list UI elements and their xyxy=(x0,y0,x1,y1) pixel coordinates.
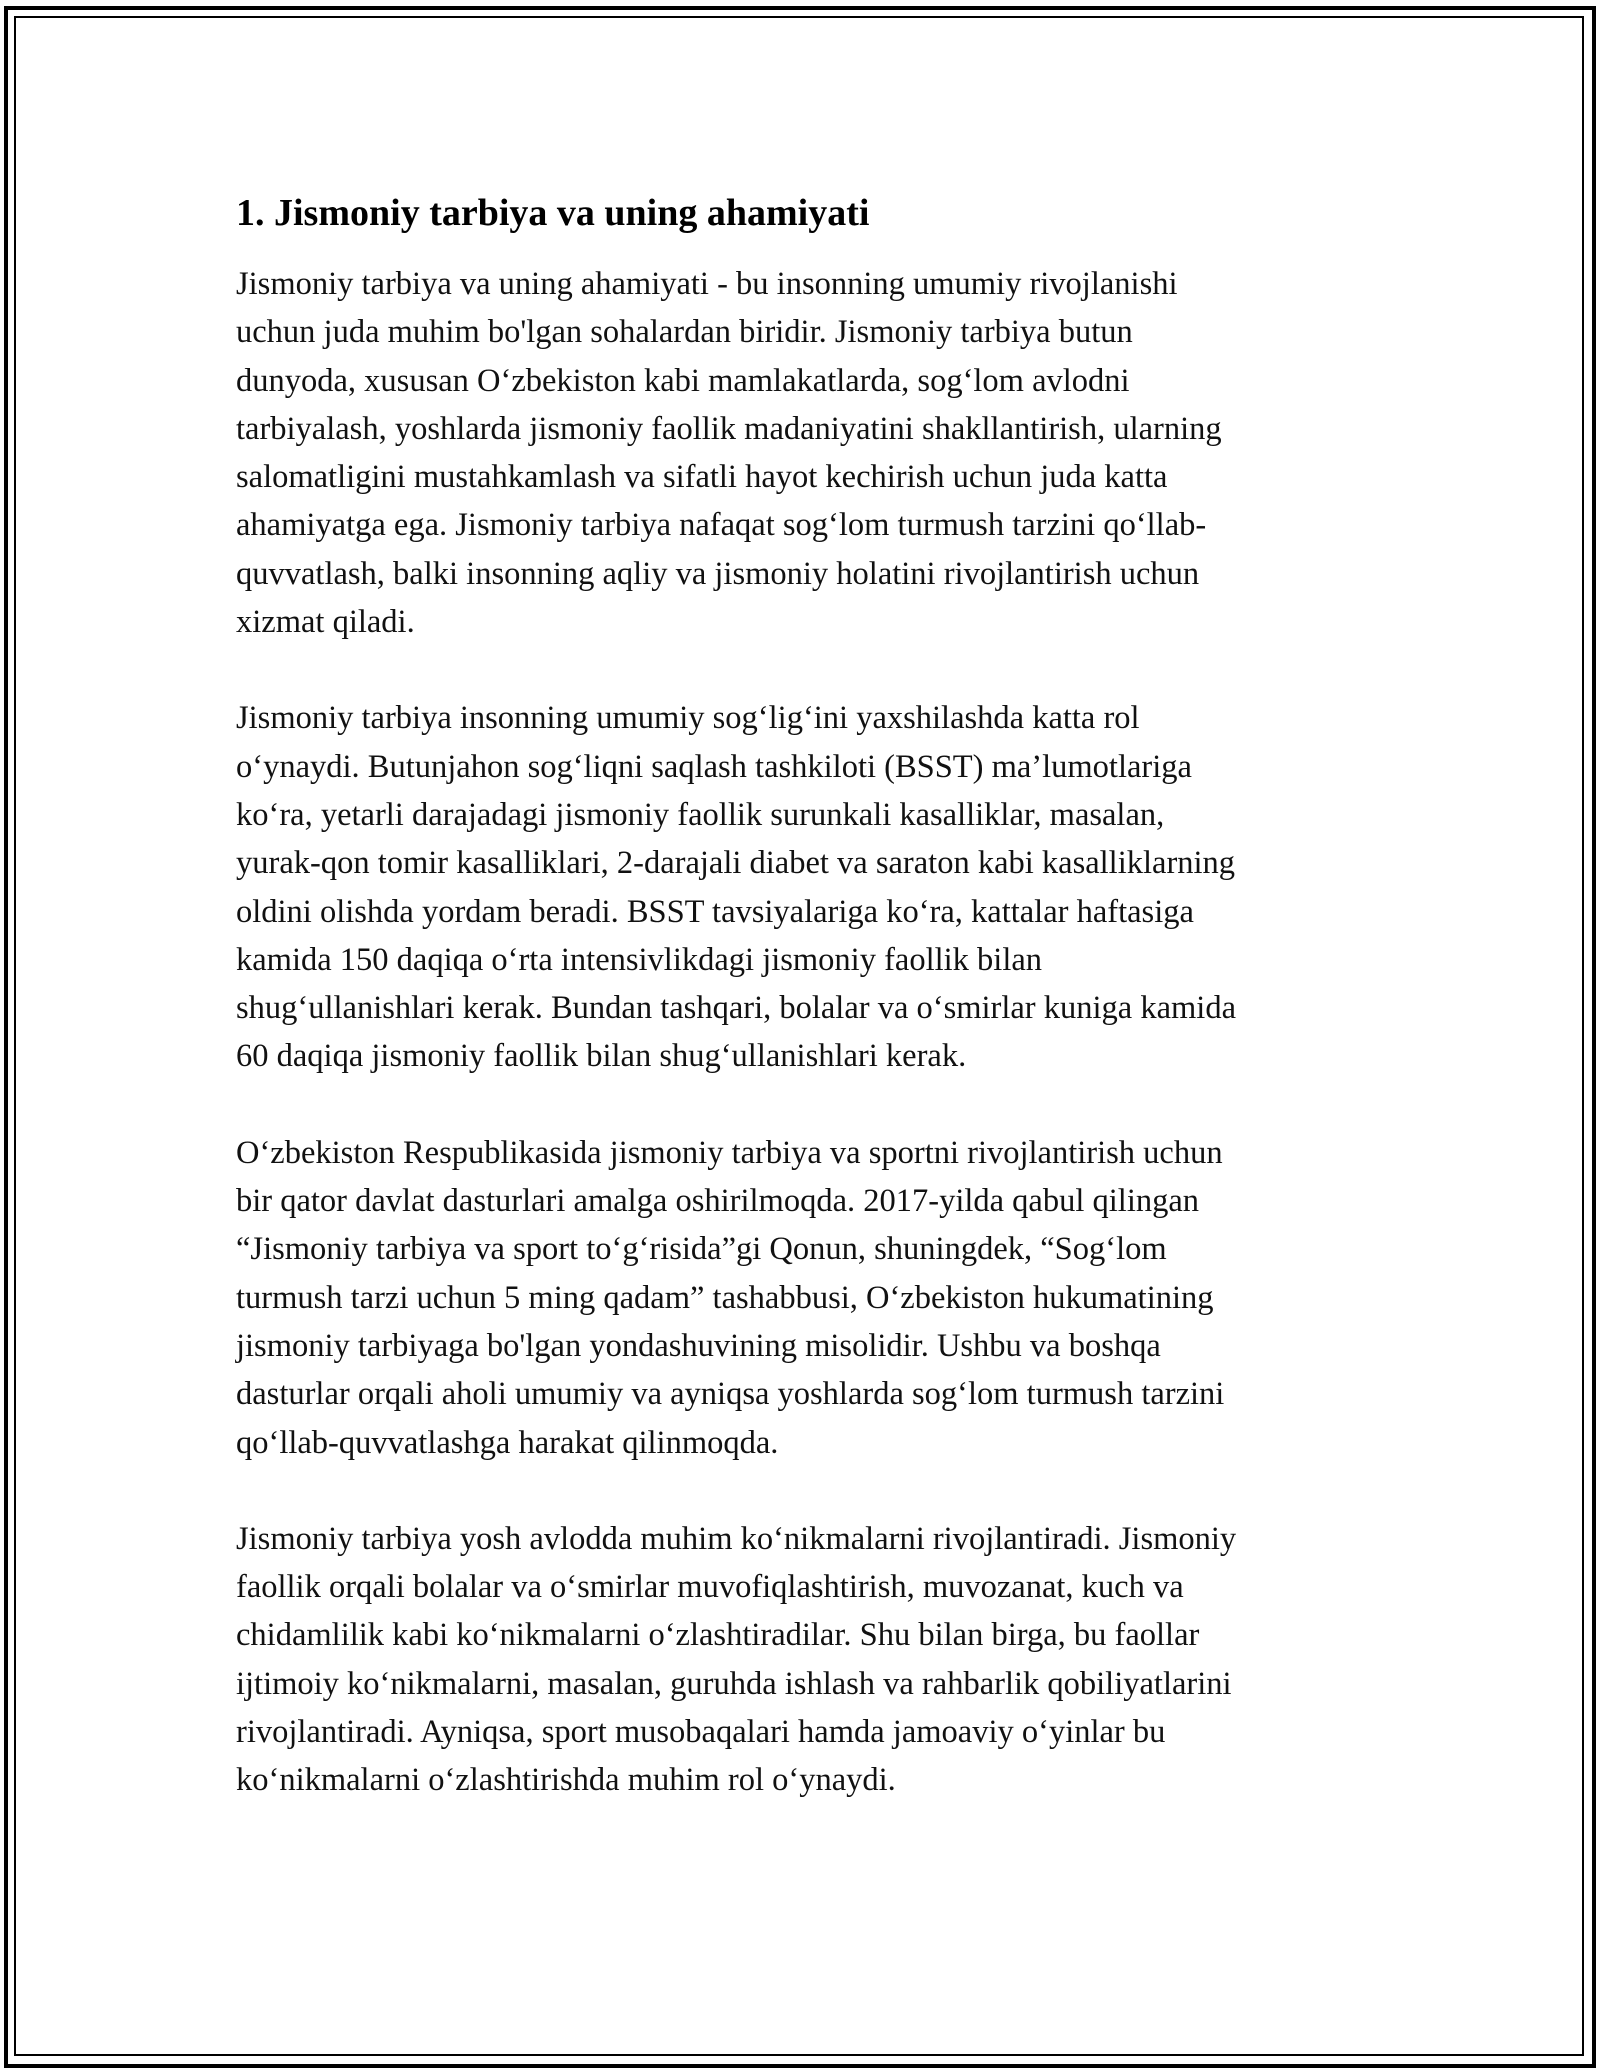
paragraph-line: dasturlar orqali aholi umumiy va ayniqsa yoshlarda sog‘lom turmush tarzini xyxy=(236,1376,1225,1413)
paragraph-line: yurak-qon tomir kasalliklari, 2-darajali diabet va saraton kabi kasalliklarning xyxy=(236,845,1236,882)
paragraph-line: shug‘ullanishlari kerak. Bundan tashqari, bolalar va o‘smirlar kuniga kamida xyxy=(236,990,1236,1027)
paragraph-line: turmush tarzi uchun 5 ming qadam” tashabbusi, O‘zbekiston hukumatining xyxy=(236,1279,1214,1316)
paragraph-line: faollik orqali bolalar va o‘smirlar muvofiqlashtirish, muvozanat, kuch va xyxy=(236,1569,1184,1606)
paragraph-line: jismoniy tarbiyaga bo'lgan yondashuvining misolidir. Ushbu va boshqa xyxy=(236,1327,1161,1364)
paragraph-line: chidamlilik kabi ko‘nikmalarni o‘zlashtiradilar. Shu bilan birga, bu faollar xyxy=(236,1617,1200,1654)
paragraph-line: salomatligini mustahkamlash va sifatli hayot kechirish uchun juda katta xyxy=(236,459,1168,496)
paragraph-line: Jismoniy tarbiya va uning ahamiyati - bu insonning umumiy rivojlanishi xyxy=(236,266,1178,302)
paragraph-line: ko‘nikmalarni o‘zlashtirishda muhim rol o‘ynaydi. xyxy=(236,1762,896,1799)
paragraph-line: qo‘llab-quvvatlashga harakat qilinmoqda. xyxy=(236,1424,779,1461)
paragraph-spacer xyxy=(236,646,1386,694)
paragraph-line: rivojlantiradi. Ayniqsa, sport musobaqalari hamda jamoaviy o‘yinlar bu xyxy=(236,1714,1166,1751)
paragraph-line: ko‘ra, yetarli darajadagi jismoniy faollik surunkali kasalliklar, masalan, xyxy=(236,796,1165,833)
paragraph-line: O‘zbekiston Respublikasida jismoniy tarbiya va sportni rivojlantirish uchun xyxy=(236,1134,1223,1171)
paragraph-line: dunyoda, xususan O‘zbekiston kabi mamlakatlarda, sog‘lom avlodni xyxy=(236,362,1130,399)
paragraph-line: ahamiyatga ega. Jismoniy tarbiya nafaqat sog‘lom turmush tarzini qo‘llab- xyxy=(236,507,1207,544)
paragraph-line: xizmat qiladi. xyxy=(236,604,415,641)
document-body xyxy=(236,188,1386,1805)
paragraph-line: tarbiyalash, yoshlarda jismoniy faollik madaniyatini shakllantirish, ularning xyxy=(236,410,1222,447)
paragraph-line: uchun juda muhim bo'lgan sohalardan biridir. Jismoniy tarbiya butun xyxy=(236,314,1133,351)
paragraph-line: quvvatlash, balki insonning aqliy va jismoniy holatini rivojlantirish uchun xyxy=(236,555,1200,592)
paragraph-line: Jismoniy tarbiya yosh avlodda muhim ko‘nikmalarni rivojlantiradi. Jismoniy xyxy=(236,1520,1237,1557)
paragraph-line: o‘ynaydi. Butunjahon sog‘liqni saqlash tashkiloti (BSST) ma’lumotlariga xyxy=(236,748,1192,785)
paragraph-line: bir qator davlat dasturlari amalga oshirilmoqda. 2017-yilda qabul qilingan xyxy=(236,1183,1200,1220)
section-heading: 1. Jismoniy tarbiya va uning ahamiyati xyxy=(236,192,870,234)
paragraph-spacer xyxy=(236,1467,1386,1515)
paragraph-2 xyxy=(236,694,1386,1080)
paragraph-line: Jismoniy tarbiya insonning umumiy sog‘lig‘ini yaxshilashda katta rol xyxy=(236,700,1140,737)
paragraph-spacer xyxy=(236,1081,1386,1129)
paragraph-1 xyxy=(236,260,1386,646)
paragraph-4 xyxy=(236,1515,1386,1805)
paragraph-line: ijtimoiy ko‘nikmalarni, masalan, guruhda ishlash va rahbarlik qobiliyatlarini xyxy=(236,1665,1232,1702)
paragraph-line: oldini olishda yordam beradi. BSST tavsiyalariga ko‘ra, kattalar haftasiga xyxy=(236,893,1194,930)
paragraph-line: “Jismoniy tarbiya va sport to‘g‘risida”gi Qonun, shuningdek, “Sog‘lom xyxy=(236,1231,1167,1268)
paragraph-line: kamida 150 daqiqa o‘rta intensivlikdagi jismoniy faollik bilan xyxy=(236,941,1043,978)
paragraph-line: 60 daqiqa jismoniy faollik bilan shug‘ullanishlari kerak. xyxy=(236,1038,967,1075)
paragraph-3 xyxy=(236,1129,1386,1467)
